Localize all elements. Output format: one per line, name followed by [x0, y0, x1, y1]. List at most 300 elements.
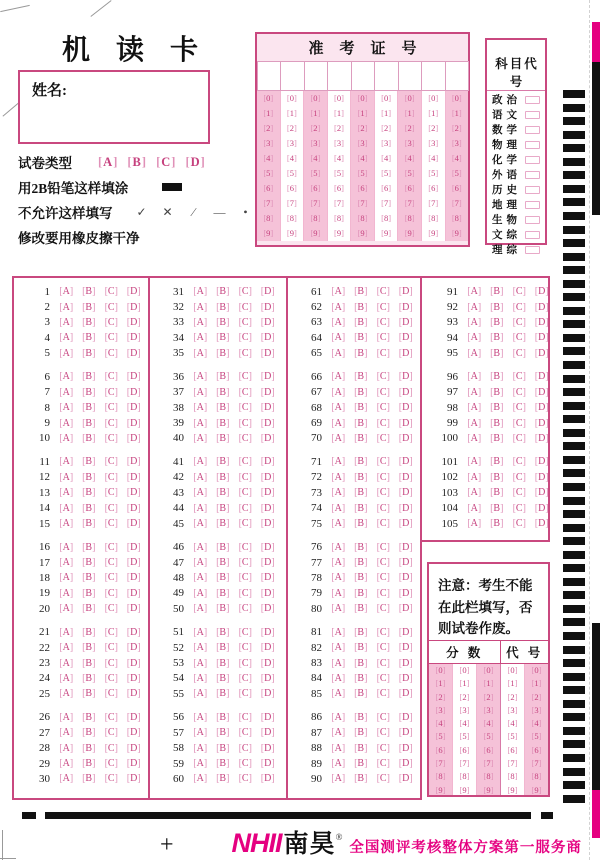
- ticket-digit-bubble[interactable]: [1]: [286, 108, 297, 118]
- ticket-digit-bubble[interactable]: [1]: [428, 108, 439, 118]
- answer-bubble[interactable]: [D]: [126, 742, 141, 754]
- answer-bubble[interactable]: [A]: [467, 386, 482, 398]
- answer-bubble[interactable]: [C]: [376, 742, 390, 754]
- answer-bubble[interactable]: [C]: [104, 626, 118, 638]
- answer-bubble[interactable]: [C]: [376, 471, 390, 483]
- answer-bubble[interactable]: [D]: [126, 332, 141, 344]
- ticket-digit-bubble[interactable]: [2]: [428, 123, 439, 133]
- answer-bubble[interactable]: [C]: [376, 642, 390, 654]
- subject-bubble[interactable]: [525, 111, 540, 119]
- answer-bubble[interactable]: [C]: [376, 603, 390, 615]
- answer-bubble[interactable]: [D]: [126, 316, 141, 328]
- answer-bubble[interactable]: [D]: [398, 626, 413, 638]
- answer-bubble[interactable]: [D]: [260, 688, 275, 700]
- answer-bubble[interactable]: [B]: [216, 758, 230, 770]
- answer-bubble[interactable]: [A]: [59, 572, 74, 584]
- answer-bubble[interactable]: [A]: [331, 773, 346, 785]
- score-digit-bubble[interactable]: [3]: [483, 704, 494, 715]
- answer-bubble[interactable]: [C]: [104, 316, 118, 328]
- ticket-digit-bubble[interactable]: [8]: [428, 213, 439, 223]
- answer-bubble[interactable]: [A]: [59, 471, 74, 483]
- code-digit-bubble[interactable]: [1]: [507, 678, 518, 689]
- answer-bubble[interactable]: [A]: [467, 432, 482, 444]
- answer-bubble[interactable]: [C]: [104, 471, 118, 483]
- answer-bubble[interactable]: [A]: [193, 518, 208, 530]
- answer-bubble[interactable]: [A]: [193, 541, 208, 553]
- ticket-digit-bubble[interactable]: [3]: [451, 138, 462, 148]
- answer-bubble[interactable]: [A]: [331, 711, 346, 723]
- answer-bubble[interactable]: [C]: [104, 642, 118, 654]
- answer-bubble[interactable]: [D]: [398, 332, 413, 344]
- answer-bubble[interactable]: [B]: [82, 518, 96, 530]
- answer-bubble[interactable]: [A]: [331, 502, 346, 514]
- ticket-digit-bubble[interactable]: [3]: [357, 138, 368, 148]
- answer-bubble[interactable]: [A]: [59, 316, 74, 328]
- score-digit-bubble[interactable]: [5]: [459, 731, 470, 742]
- score-digit-bubble[interactable]: [7]: [459, 758, 470, 769]
- ticket-digit-bubble[interactable]: [9]: [263, 228, 274, 238]
- answer-bubble[interactable]: [D]: [398, 518, 413, 530]
- answer-bubble[interactable]: [D]: [126, 657, 141, 669]
- ticket-digit-bubble[interactable]: [4]: [310, 153, 321, 163]
- answer-bubble[interactable]: [C]: [376, 672, 390, 684]
- answer-bubble[interactable]: [B]: [354, 371, 368, 383]
- answer-bubble[interactable]: [B]: [216, 603, 230, 615]
- answer-bubble[interactable]: [C]: [376, 727, 390, 739]
- ticket-digit-bubble[interactable]: [1]: [451, 108, 462, 118]
- answer-bubble[interactable]: [D]: [398, 371, 413, 383]
- answer-bubble[interactable]: [D]: [260, 603, 275, 615]
- answer-bubble[interactable]: [A]: [331, 557, 346, 568]
- answer-bubble[interactable]: [D]: [534, 417, 549, 429]
- ticket-digit-bubble[interactable]: [7]: [357, 198, 368, 208]
- answer-bubble[interactable]: [A]: [331, 456, 346, 468]
- ticket-digit-writebox[interactable]: [304, 61, 328, 91]
- code-digit-bubble[interactable]: [7]: [531, 758, 542, 769]
- score-digit-bubble[interactable]: [1]: [483, 678, 494, 689]
- answer-bubble[interactable]: [D]: [126, 518, 141, 530]
- answer-bubble[interactable]: [D]: [398, 587, 413, 599]
- answer-bubble[interactable]: [C]: [512, 456, 526, 468]
- ticket-digit-writebox[interactable]: [327, 61, 351, 91]
- answer-bubble[interactable]: [B]: [216, 332, 230, 344]
- ticket-digit-bubble[interactable]: [7]: [404, 198, 415, 208]
- ticket-digit-bubble[interactable]: [0]: [381, 93, 392, 103]
- answer-bubble[interactable]: [C]: [512, 432, 526, 444]
- answer-bubble[interactable]: [B]: [216, 286, 230, 298]
- answer-bubble[interactable]: [B]: [216, 742, 230, 754]
- answer-bubble[interactable]: [D]: [534, 402, 549, 414]
- answer-bubble[interactable]: [D]: [534, 386, 549, 398]
- answer-bubble[interactable]: [C]: [376, 417, 390, 429]
- subject-bubble[interactable]: [525, 156, 540, 164]
- code-digit-bubble[interactable]: [1]: [531, 678, 542, 689]
- answer-bubble[interactable]: [B]: [354, 626, 368, 638]
- score-digit-bubble[interactable]: [2]: [459, 691, 470, 702]
- answer-bubble[interactable]: [C]: [512, 518, 526, 530]
- answer-bubble[interactable]: [B]: [82, 572, 96, 584]
- answer-bubble[interactable]: [A]: [331, 688, 346, 700]
- answer-bubble[interactable]: [D]: [398, 456, 413, 468]
- answer-bubble[interactable]: [C]: [104, 758, 118, 770]
- answer-bubble[interactable]: [C]: [238, 386, 252, 398]
- answer-bubble[interactable]: [D]: [260, 471, 275, 483]
- answer-bubble[interactable]: [D]: [126, 672, 141, 684]
- code-digit-bubble[interactable]: [8]: [507, 771, 518, 782]
- answer-bubble[interactable]: [A]: [331, 286, 346, 298]
- answer-bubble[interactable]: [B]: [490, 456, 504, 468]
- answer-bubble[interactable]: [C]: [238, 541, 252, 553]
- paper-type-option[interactable]: [C]: [156, 154, 177, 169]
- answer-bubble[interactable]: [A]: [331, 471, 346, 483]
- answer-bubble[interactable]: [A]: [59, 286, 74, 298]
- ticket-digit-bubble[interactable]: [2]: [310, 123, 321, 133]
- answer-bubble[interactable]: [A]: [59, 773, 74, 785]
- answer-bubble[interactable]: [A]: [331, 642, 346, 654]
- answer-bubble[interactable]: [C]: [104, 502, 118, 514]
- answer-bubble[interactable]: [C]: [104, 456, 118, 468]
- answer-bubble[interactable]: [B]: [354, 471, 368, 483]
- answer-bubble[interactable]: [A]: [59, 587, 74, 599]
- answer-bubble[interactable]: [B]: [490, 402, 504, 414]
- answer-bubble[interactable]: [A]: [467, 518, 482, 530]
- score-digit-bubble[interactable]: [4]: [459, 718, 470, 729]
- answer-bubble[interactable]: [D]: [126, 557, 141, 568]
- answer-bubble[interactable]: [A]: [331, 572, 346, 584]
- answer-bubble[interactable]: [B]: [82, 642, 96, 654]
- answer-bubble[interactable]: [A]: [59, 432, 74, 444]
- answer-bubble[interactable]: [B]: [216, 432, 230, 444]
- answer-bubble[interactable]: [C]: [104, 386, 118, 398]
- answer-bubble[interactable]: [C]: [512, 502, 526, 514]
- answer-bubble[interactable]: [C]: [104, 432, 118, 444]
- ticket-digit-bubble[interactable]: [0]: [451, 93, 462, 103]
- ticket-digit-bubble[interactable]: [9]: [428, 228, 439, 238]
- answer-bubble[interactable]: [D]: [534, 487, 549, 499]
- answer-bubble[interactable]: [C]: [238, 642, 252, 654]
- answer-bubble[interactable]: [C]: [104, 541, 118, 553]
- answer-bubble[interactable]: [D]: [398, 603, 413, 615]
- ticket-digit-bubble[interactable]: [4]: [404, 153, 415, 163]
- ticket-digit-bubble[interactable]: [2]: [334, 123, 344, 133]
- ticket-digit-bubble[interactable]: [9]: [310, 228, 321, 238]
- answer-bubble[interactable]: [B]: [216, 347, 230, 359]
- ticket-digit-bubble[interactable]: [3]: [334, 138, 344, 148]
- ticket-digit-writebox[interactable]: [445, 61, 469, 91]
- answer-bubble[interactable]: [C]: [376, 371, 390, 383]
- answer-bubble[interactable]: [C]: [376, 386, 390, 398]
- answer-bubble[interactable]: [C]: [512, 402, 526, 414]
- answer-bubble[interactable]: [A]: [331, 487, 346, 499]
- score-digit-bubble[interactable]: [2]: [435, 691, 446, 702]
- answer-bubble[interactable]: [B]: [82, 347, 96, 359]
- answer-bubble[interactable]: [A]: [193, 626, 208, 638]
- answer-bubble[interactable]: [D]: [534, 347, 549, 359]
- answer-bubble[interactable]: [A]: [59, 642, 74, 654]
- answer-bubble[interactable]: [D]: [260, 487, 275, 499]
- answer-bubble[interactable]: [B]: [354, 758, 368, 770]
- answer-bubble[interactable]: [D]: [534, 316, 549, 328]
- answer-bubble[interactable]: [D]: [260, 402, 275, 414]
- answer-bubble[interactable]: [D]: [260, 347, 275, 359]
- answer-bubble[interactable]: [B]: [354, 518, 368, 530]
- answer-bubble[interactable]: [C]: [376, 758, 390, 770]
- subject-bubble[interactable]: [525, 171, 540, 179]
- answer-bubble[interactable]: [A]: [331, 603, 346, 615]
- answer-bubble[interactable]: [C]: [104, 742, 118, 754]
- answer-bubble[interactable]: [D]: [260, 742, 275, 754]
- subject-bubble[interactable]: [525, 216, 540, 224]
- answer-bubble[interactable]: [D]: [534, 456, 549, 468]
- ticket-digit-bubble[interactable]: [3]: [310, 138, 321, 148]
- answer-bubble[interactable]: [D]: [260, 432, 275, 444]
- ticket-digit-bubble[interactable]: [2]: [286, 123, 297, 133]
- answer-bubble[interactable]: [C]: [104, 487, 118, 499]
- ticket-digit-bubble[interactable]: [2]: [357, 123, 368, 133]
- answer-bubble[interactable]: [A]: [59, 301, 74, 313]
- ticket-digit-bubble[interactable]: [3]: [404, 138, 415, 148]
- code-digit-bubble[interactable]: [5]: [507, 731, 518, 742]
- answer-bubble[interactable]: [C]: [238, 347, 252, 359]
- answer-bubble[interactable]: [A]: [193, 286, 208, 298]
- answer-bubble[interactable]: [B]: [216, 657, 230, 669]
- answer-bubble[interactable]: [B]: [82, 742, 96, 754]
- answer-bubble[interactable]: [C]: [238, 371, 252, 383]
- answer-bubble[interactable]: [B]: [490, 286, 504, 298]
- answer-bubble[interactable]: [C]: [376, 557, 390, 568]
- ticket-digit-bubble[interactable]: [6]: [404, 183, 415, 193]
- answer-bubble[interactable]: [D]: [260, 727, 275, 739]
- ticket-digit-bubble[interactable]: [7]: [381, 198, 392, 208]
- answer-bubble[interactable]: [B]: [216, 371, 230, 383]
- answer-bubble[interactable]: [A]: [59, 332, 74, 344]
- answer-bubble[interactable]: [D]: [260, 332, 275, 344]
- score-digit-bubble[interactable]: [8]: [483, 771, 494, 782]
- answer-bubble[interactable]: [C]: [104, 572, 118, 584]
- ticket-digit-bubble[interactable]: [2]: [263, 123, 274, 133]
- score-digit-bubble[interactable]: [5]: [483, 731, 494, 742]
- answer-bubble[interactable]: [C]: [104, 711, 118, 723]
- answer-bubble[interactable]: [A]: [331, 541, 346, 553]
- answer-bubble[interactable]: [D]: [126, 587, 141, 599]
- answer-bubble[interactable]: [B]: [354, 672, 368, 684]
- answer-bubble[interactable]: [B]: [354, 332, 368, 344]
- answer-bubble[interactable]: [B]: [490, 417, 504, 429]
- ticket-digit-bubble[interactable]: [7]: [428, 198, 439, 208]
- answer-bubble[interactable]: [D]: [126, 642, 141, 654]
- answer-bubble[interactable]: [D]: [260, 758, 275, 770]
- answer-bubble[interactable]: [A]: [59, 541, 74, 553]
- answer-bubble[interactable]: [B]: [354, 456, 368, 468]
- answer-bubble[interactable]: [D]: [126, 402, 141, 414]
- ticket-digit-bubble[interactable]: [1]: [357, 108, 368, 118]
- answer-bubble[interactable]: [D]: [398, 316, 413, 328]
- score-digit-bubble[interactable]: [7]: [483, 758, 494, 769]
- answer-bubble[interactable]: [C]: [238, 518, 252, 530]
- answer-bubble[interactable]: [B]: [216, 773, 230, 785]
- answer-bubble[interactable]: [B]: [354, 541, 368, 553]
- answer-bubble[interactable]: [A]: [193, 688, 208, 700]
- answer-bubble[interactable]: [C]: [238, 626, 252, 638]
- answer-bubble[interactable]: [D]: [126, 688, 141, 700]
- answer-bubble[interactable]: [B]: [216, 672, 230, 684]
- score-digit-bubble[interactable]: [1]: [459, 678, 470, 689]
- answer-bubble[interactable]: [B]: [82, 557, 96, 568]
- answer-bubble[interactable]: [A]: [331, 587, 346, 599]
- ticket-digit-bubble[interactable]: [7]: [310, 198, 321, 208]
- answer-bubble[interactable]: [B]: [82, 773, 96, 785]
- answer-bubble[interactable]: [A]: [59, 603, 74, 615]
- answer-bubble[interactable]: [B]: [354, 711, 368, 723]
- answer-bubble[interactable]: [D]: [398, 557, 413, 568]
- answer-bubble[interactable]: [C]: [238, 432, 252, 444]
- answer-bubble[interactable]: [A]: [193, 711, 208, 723]
- answer-bubble[interactable]: [A]: [59, 502, 74, 514]
- answer-bubble[interactable]: [D]: [260, 541, 275, 553]
- answer-bubble[interactable]: [C]: [512, 301, 526, 313]
- answer-bubble[interactable]: [A]: [193, 603, 208, 615]
- answer-bubble[interactable]: [C]: [376, 773, 390, 785]
- answer-bubble[interactable]: [D]: [126, 711, 141, 723]
- score-digit-bubble[interactable]: [0]: [483, 665, 494, 675]
- answer-bubble[interactable]: [B]: [82, 657, 96, 669]
- answer-bubble[interactable]: [D]: [534, 371, 549, 383]
- answer-bubble[interactable]: [B]: [82, 487, 96, 499]
- answer-bubble[interactable]: [B]: [216, 688, 230, 700]
- answer-bubble[interactable]: [C]: [238, 572, 252, 584]
- answer-bubble[interactable]: [C]: [376, 456, 390, 468]
- score-digit-bubble[interactable]: [2]: [483, 691, 494, 702]
- answer-bubble[interactable]: [C]: [238, 603, 252, 615]
- score-digit-bubble[interactable]: [6]: [483, 744, 494, 755]
- ticket-digit-bubble[interactable]: [4]: [263, 153, 274, 163]
- ticket-digit-writebox[interactable]: [257, 61, 281, 91]
- ticket-digit-bubble[interactable]: [0]: [404, 93, 415, 103]
- ticket-digit-bubble[interactable]: [5]: [334, 168, 344, 178]
- answer-bubble[interactable]: [B]: [354, 572, 368, 584]
- answer-bubble[interactable]: [A]: [193, 347, 208, 359]
- answer-bubble[interactable]: [C]: [104, 518, 118, 530]
- answer-bubble[interactable]: [A]: [331, 727, 346, 739]
- answer-bubble[interactable]: [A]: [331, 332, 346, 344]
- answer-bubble[interactable]: [C]: [238, 672, 252, 684]
- answer-bubble[interactable]: [A]: [59, 657, 74, 669]
- answer-bubble[interactable]: [C]: [238, 301, 252, 313]
- answer-bubble[interactable]: [D]: [126, 417, 141, 429]
- ticket-digit-bubble[interactable]: [6]: [381, 183, 392, 193]
- ticket-digit-bubble[interactable]: [1]: [381, 108, 392, 118]
- answer-bubble[interactable]: [C]: [376, 518, 390, 530]
- ticket-digit-bubble[interactable]: [9]: [357, 228, 368, 238]
- answer-bubble[interactable]: [C]: [104, 657, 118, 669]
- answer-bubble[interactable]: [A]: [331, 316, 346, 328]
- answer-bubble[interactable]: [D]: [260, 386, 275, 398]
- answer-bubble[interactable]: [B]: [216, 572, 230, 584]
- answer-bubble[interactable]: [C]: [376, 587, 390, 599]
- ticket-digit-bubble[interactable]: [7]: [334, 198, 344, 208]
- answer-bubble[interactable]: [A]: [331, 417, 346, 429]
- ticket-digit-bubble[interactable]: [8]: [381, 213, 392, 223]
- answer-bubble[interactable]: [C]: [376, 711, 390, 723]
- ticket-digit-bubble[interactable]: [0]: [286, 93, 297, 103]
- code-digit-bubble[interactable]: [9]: [531, 784, 542, 795]
- answer-bubble[interactable]: [C]: [512, 286, 526, 298]
- answer-bubble[interactable]: [B]: [216, 642, 230, 654]
- code-digit-bubble[interactable]: [2]: [507, 691, 518, 702]
- answer-bubble[interactable]: [C]: [376, 572, 390, 584]
- answer-bubble[interactable]: [B]: [82, 711, 96, 723]
- answer-bubble[interactable]: [A]: [59, 557, 74, 568]
- ticket-digit-bubble[interactable]: [1]: [310, 108, 321, 118]
- answer-bubble[interactable]: [B]: [354, 417, 368, 429]
- answer-bubble[interactable]: [C]: [104, 332, 118, 344]
- answer-bubble[interactable]: [D]: [398, 657, 413, 669]
- answer-bubble[interactable]: [D]: [126, 371, 141, 383]
- paper-type-option[interactable]: [A]: [98, 154, 119, 169]
- answer-bubble[interactable]: [A]: [467, 417, 482, 429]
- answer-bubble[interactable]: [C]: [376, 626, 390, 638]
- answer-bubble[interactable]: [B]: [216, 626, 230, 638]
- ticket-digit-bubble[interactable]: [6]: [263, 183, 274, 193]
- answer-bubble[interactable]: [C]: [512, 316, 526, 328]
- answer-bubble[interactable]: [C]: [104, 417, 118, 429]
- answer-bubble[interactable]: [B]: [216, 711, 230, 723]
- answer-bubble[interactable]: [A]: [59, 371, 74, 383]
- answer-bubble[interactable]: [C]: [512, 332, 526, 344]
- answer-bubble[interactable]: [A]: [193, 773, 208, 785]
- answer-bubble[interactable]: [B]: [82, 286, 96, 298]
- answer-bubble[interactable]: [A]: [193, 332, 208, 344]
- code-digit-bubble[interactable]: [6]: [507, 744, 518, 755]
- answer-bubble[interactable]: [A]: [193, 402, 208, 414]
- code-digit-bubble[interactable]: [0]: [507, 665, 518, 675]
- ticket-digit-bubble[interactable]: [5]: [286, 168, 297, 178]
- answer-bubble[interactable]: [C]: [238, 688, 252, 700]
- answer-bubble[interactable]: [C]: [512, 371, 526, 383]
- answer-bubble[interactable]: [A]: [331, 758, 346, 770]
- ticket-digit-bubble[interactable]: [8]: [451, 213, 462, 223]
- ticket-digit-bubble[interactable]: [6]: [451, 183, 462, 193]
- answer-bubble[interactable]: [A]: [193, 316, 208, 328]
- answer-bubble[interactable]: [A]: [331, 672, 346, 684]
- answer-bubble[interactable]: [D]: [260, 773, 275, 785]
- answer-bubble[interactable]: [A]: [331, 518, 346, 530]
- answer-bubble[interactable]: [D]: [398, 417, 413, 429]
- answer-bubble[interactable]: [D]: [126, 456, 141, 468]
- answer-bubble[interactable]: [A]: [193, 386, 208, 398]
- answer-bubble[interactable]: [B]: [216, 402, 230, 414]
- answer-bubble[interactable]: [A]: [59, 417, 74, 429]
- ticket-digit-bubble[interactable]: [7]: [451, 198, 462, 208]
- answer-bubble[interactable]: [D]: [398, 688, 413, 700]
- answer-bubble[interactable]: [A]: [331, 657, 346, 669]
- ticket-digit-bubble[interactable]: [8]: [310, 213, 321, 223]
- answer-bubble[interactable]: [A]: [467, 316, 482, 328]
- answer-bubble[interactable]: [B]: [82, 417, 96, 429]
- answer-bubble[interactable]: [C]: [104, 347, 118, 359]
- ticket-digit-bubble[interactable]: [8]: [334, 213, 344, 223]
- answer-bubble[interactable]: [A]: [59, 402, 74, 414]
- ticket-digit-bubble[interactable]: [1]: [263, 108, 274, 118]
- answer-bubble[interactable]: [D]: [398, 402, 413, 414]
- answer-bubble[interactable]: [C]: [104, 371, 118, 383]
- answer-bubble[interactable]: [C]: [238, 727, 252, 739]
- answer-bubble[interactable]: [D]: [126, 502, 141, 514]
- subject-bubble[interactable]: [525, 96, 540, 104]
- answer-bubble[interactable]: [C]: [238, 316, 252, 328]
- answer-bubble[interactable]: [C]: [104, 603, 118, 615]
- answer-bubble[interactable]: [A]: [331, 432, 346, 444]
